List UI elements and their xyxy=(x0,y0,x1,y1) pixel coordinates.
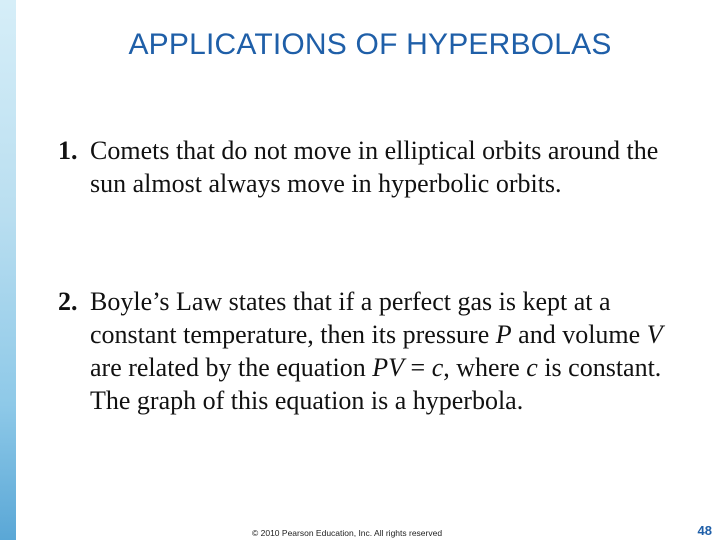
variable-v: V xyxy=(646,320,663,349)
page-number: 48 xyxy=(697,523,712,538)
slide-title: APPLICATIONS OF HYPERBOLAS xyxy=(128,28,612,61)
text-segment: , where xyxy=(443,353,527,382)
item-number: 1. xyxy=(58,136,78,165)
equals-sign: = xyxy=(404,353,432,382)
item-number: 2. xyxy=(58,287,78,316)
text-segment: Boyle’s Law states that if a perfect gas is kept at a constant temperature, then its pressure xyxy=(90,287,611,349)
item-text xyxy=(90,285,698,417)
text-segment: and volume xyxy=(511,320,647,349)
list-item-1 xyxy=(58,134,698,200)
text-segment: is constant. The graph of this equation is a hyperbola. xyxy=(90,353,662,415)
variable-c: c xyxy=(431,353,444,382)
text-segment: are related by the equation xyxy=(90,353,373,382)
item-text: Comets that do not move in elliptical orbits around the sun almost always move in hyperbolic orbits. xyxy=(90,136,659,198)
variable-pv: PV xyxy=(372,353,405,382)
variable-p: P xyxy=(495,320,512,349)
slide-side-accent-bar xyxy=(0,0,16,540)
variable-c: c xyxy=(526,353,538,382)
list-item-2 xyxy=(58,285,698,417)
copyright-footer: © 2010 Pearson Education, Inc. All rights reserved xyxy=(252,528,443,538)
